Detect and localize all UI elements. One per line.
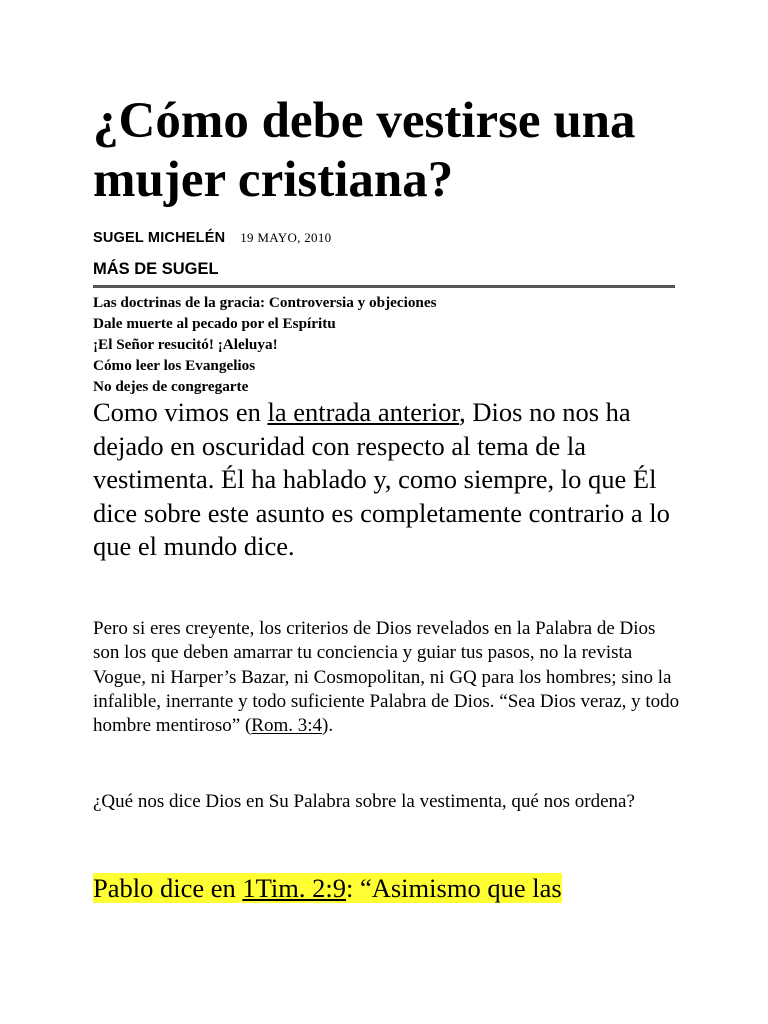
scripture-link-rom-3-4[interactable]: Rom. 3:4 [251, 715, 323, 737]
quote-text-end: : “Asimismo que las [345, 873, 562, 903]
lead-text-start: Como vimos en [93, 397, 268, 427]
related-article-link[interactable]: Dale muerte al pecado por el Espíritu [93, 315, 336, 332]
highlight [93, 873, 562, 903]
quote-text-start: Pablo dice en [93, 873, 243, 903]
lead-paragraph [93, 396, 683, 564]
lead-text-end: , Dios no nos ha dejado en oscuridad con respecto al tema de la vestimenta. Él ha hablado y, como siempre, lo que Él dice sobre este asunto es completamente contrario a lo que el mundo dice. [93, 397, 670, 561]
related-article-link[interactable]: Cómo leer los Evangelios [93, 357, 256, 374]
related-article-link[interactable]: ¡El Señor resucitó! ¡Aleluya! [93, 336, 278, 353]
body-paragraph [93, 617, 683, 738]
publish-date: 19 MAYO, 2010 [240, 230, 332, 245]
article-title: ¿Cómo debe vestirse una mujer cristiana? [93, 93, 636, 208]
previous-entry-link[interactable]: la entrada anterior [267, 397, 460, 427]
more-from-author-heading: MÁS DE SUGEL [93, 260, 219, 278]
highlighted-quote [93, 872, 562, 905]
related-article-link[interactable]: Las doctrinas de la gracia: Controversia y objeciones [93, 294, 437, 311]
section-divider [93, 285, 675, 288]
author-name[interactable]: SUGEL MICHELÉN [93, 230, 226, 246]
related-articles-list [93, 292, 437, 397]
related-article-link[interactable]: No dejes de congregarte [93, 378, 249, 395]
scripture-link-1tim-2-9[interactable]: 1Tim. 2:9 [242, 873, 346, 903]
paragraph-text-end: ). [322, 715, 334, 737]
body-paragraph-question: ¿Qué nos dice Dios en Su Palabra sobre la vestimenta, qué nos ordena? [93, 791, 635, 812]
byline [93, 229, 331, 247]
paragraph-text: Pero si eres creyente, los criterios de Dios revelados en la Palabra de Dios son los que deben amarrar tu conciencia y guiar tus pasos, no la revista Vogue, ni Harper’s Bazar, ni Cosmopolitan, ni GQ para los hombres; sino la infalible, inerrante y todo suficiente Palabra de Dios. “Sea Dios veraz, y todo hombre mentiroso” ( [93, 618, 680, 737]
